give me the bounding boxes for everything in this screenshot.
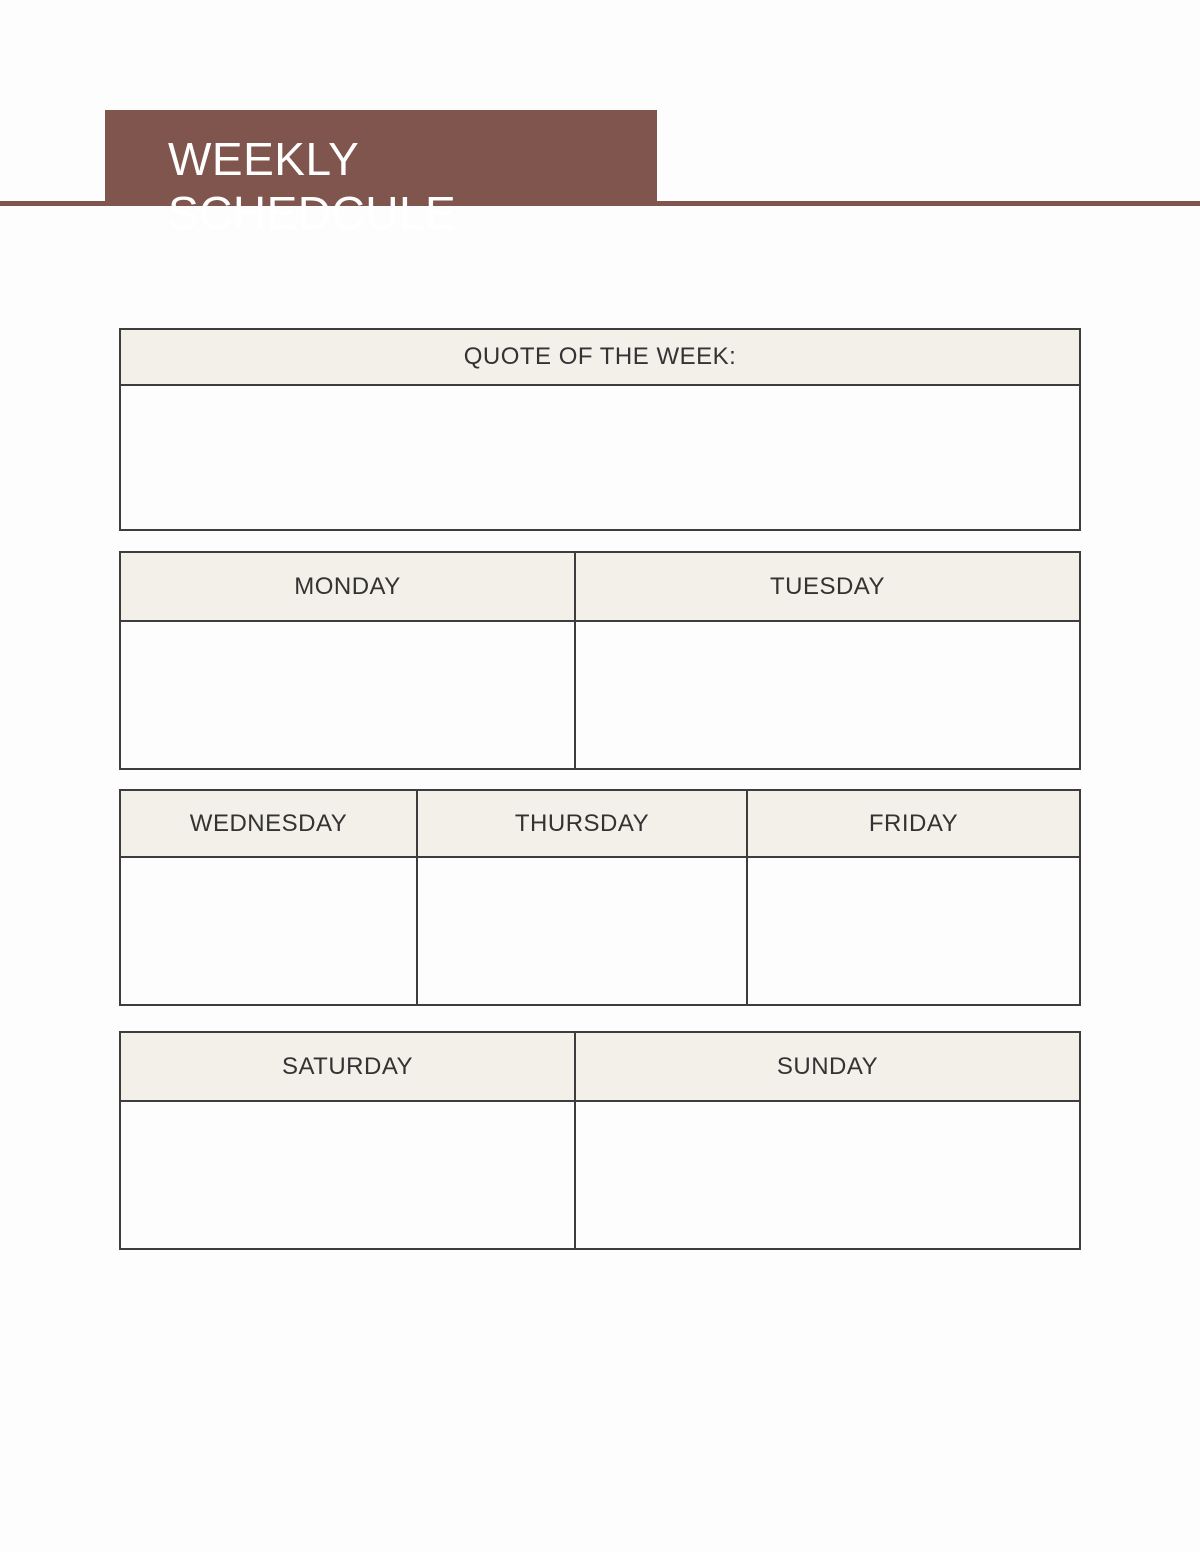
row-mon-tue <box>119 551 1081 770</box>
title-banner <box>105 110 657 239</box>
day-notes-monday[interactable] <box>121 622 574 768</box>
day-saturday <box>121 1033 574 1248</box>
day-notes-saturday[interactable] <box>121 1102 574 1248</box>
quote-section <box>119 328 1081 531</box>
page-title: WEEKLY SCHEDCULE <box>168 133 457 239</box>
day-header-wednesday: WEDNESDAY <box>121 791 416 858</box>
day-tuesday <box>574 553 1079 768</box>
row-wed-thu-fri <box>119 789 1081 1006</box>
day-notes-sunday[interactable] <box>576 1102 1079 1248</box>
day-notes-wednesday[interactable] <box>121 858 416 1004</box>
day-sunday <box>574 1033 1079 1248</box>
day-header-thursday: THURSDAY <box>418 791 746 858</box>
day-notes-tuesday[interactable] <box>576 622 1079 768</box>
day-thursday <box>416 791 746 1004</box>
day-notes-friday[interactable] <box>748 858 1079 1004</box>
quote-input-area[interactable] <box>121 386 1079 529</box>
day-friday <box>746 791 1079 1004</box>
day-monday <box>121 553 574 768</box>
day-header-friday: FRIDAY <box>748 791 1079 858</box>
day-header-monday: MONDAY <box>121 553 574 622</box>
day-wednesday <box>121 791 416 1004</box>
day-header-tuesday: TUESDAY <box>576 553 1079 622</box>
row-sat-sun <box>119 1031 1081 1250</box>
day-header-sunday: SUNDAY <box>576 1033 1079 1102</box>
day-notes-thursday[interactable] <box>418 858 746 1004</box>
day-header-saturday: SATURDAY <box>121 1033 574 1102</box>
quote-label: QUOTE OF THE WEEK: <box>121 330 1079 386</box>
